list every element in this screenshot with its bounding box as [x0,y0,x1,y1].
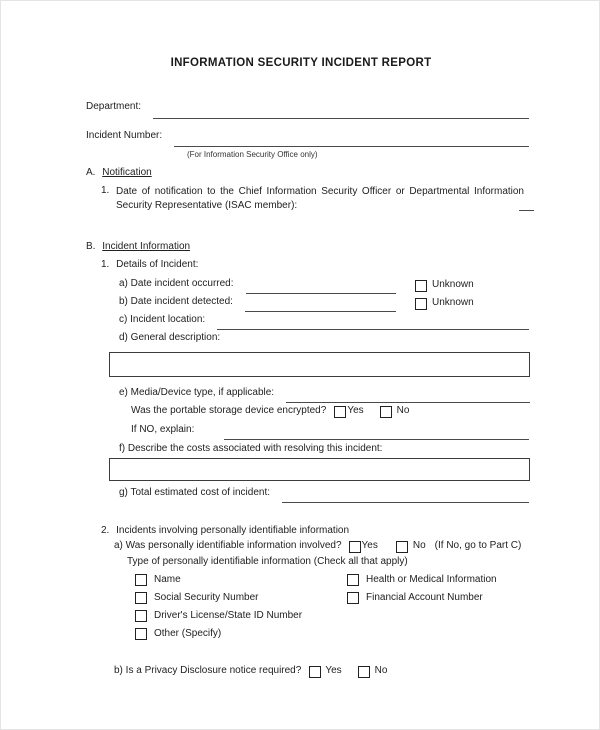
notification-date-item [101,185,524,213]
media-device-label: e) Media/Device type, if applicable: [119,387,275,398]
costs-box[interactable] [109,458,530,481]
date-occurred-input-line[interactable] [246,292,396,294]
privacy-yes-checkbox[interactable] [309,666,321,678]
date-occurred-row [119,278,531,294]
incident-location-input-line[interactable] [217,328,529,330]
encrypted-yes-checkbox[interactable] [334,406,346,418]
pii-item [101,525,349,536]
pii-involved-yes-label: Yes [361,540,378,551]
details-number: 1. [101,259,110,270]
pii-involved-no-checkbox[interactable] [396,541,408,553]
incident-number-row [86,130,529,147]
section-b-prefix: B. [86,241,96,252]
pii-type-label: Type of personally identifiable information (Check all that apply) [127,556,408,567]
pii-other-checkbox[interactable] [135,628,147,640]
pii-ssn-checkbox[interactable] [135,592,147,604]
section-b-heading [86,241,190,252]
pii-name-label: Name [154,574,181,585]
pii-type-ssn [135,592,258,604]
section-a-heading [86,167,152,178]
notification-date-text: Date of notification to the Chief Information Security Officer or Departmental Information Security Representative (ISAC member): [116,186,524,211]
department-label: Department: [86,101,142,112]
pii-ssn-label: Social Security Number [154,592,259,603]
form-title: INFORMATION SECURITY INCIDENT REPORT [170,57,432,69]
pii-license-checkbox[interactable] [135,610,147,622]
total-cost-row [119,487,529,503]
date-detected-unknown-label: Unknown [432,297,474,308]
pii-health-checkbox[interactable] [347,574,359,586]
pii-type-financial [347,592,483,604]
media-device-row [119,387,530,403]
department-input-line[interactable] [153,117,529,119]
date-occurred-unknown-label: Unknown [432,279,474,290]
date-detected-unknown-checkbox[interactable] [415,298,427,310]
pii-type-other [135,628,221,640]
item-number: 1. [101,185,110,196]
pii-involved-label: a) Was personally identifiable information involved? [114,540,342,551]
details-title: Details of Incident: [116,259,199,270]
privacy-no-checkbox[interactable] [358,666,370,678]
date-occurred-label: a) Date incident occurred: [119,278,234,289]
pii-title: Incidents involving personally identifiable information [116,525,350,536]
pii-financial-label: Financial Account Number [366,592,483,603]
general-description-label: d) General description: [119,332,221,343]
explain-label: If NO, explain: [131,424,195,435]
pii-other-label: Other (Specify) [154,628,222,639]
privacy-notice-label: b) Is a Privacy Disclosure notice required? [114,665,302,676]
date-detected-row [119,296,531,312]
pii-involved-row [114,540,521,553]
details-item [101,259,198,270]
incident-location-row [119,314,529,330]
pii-involved-no-label: No [412,540,426,551]
total-cost-label: g) Total estimated cost of incident: [119,487,271,498]
encrypted-no-label: No [396,405,410,416]
incident-number-input-line[interactable] [174,145,529,147]
department-row [86,101,529,119]
pii-license-label: Driver's License/State ID Number [154,610,303,621]
section-b-title: Incident Information [102,241,191,252]
pii-financial-checkbox[interactable] [347,592,359,604]
media-device-input-line[interactable] [286,401,530,403]
costs-label: f) Describe the costs associated with resolving this incident: [119,443,383,454]
encrypted-yes-label: Yes [347,405,364,416]
pii-health-label: Health or Medical Information [366,574,497,585]
date-detected-input-line[interactable] [245,310,396,312]
privacy-notice-row [114,665,387,678]
pii-name-checkbox[interactable] [135,574,147,586]
date-detected-label: b) Date incident detected: [119,296,233,307]
general-description-box[interactable] [109,352,530,377]
encrypted-no-checkbox[interactable] [380,406,392,418]
section-a-title: Notification [102,167,152,178]
incident-number-note: (For Information Security Office only) [187,150,318,159]
pii-type-health [347,574,497,586]
privacy-yes-label: Yes [325,665,342,676]
notification-date-line[interactable] [519,209,534,211]
incident-location-label: c) Incident location: [119,314,206,325]
pii-type-name [135,574,181,586]
date-occurred-unknown-checkbox[interactable] [415,280,427,292]
incident-number-label: Incident Number: [86,130,163,141]
privacy-no-label: No [374,665,388,676]
encrypted-question-label: Was the portable storage device encrypted? [131,405,327,416]
encrypted-question-row [131,405,409,418]
total-cost-input-line[interactable] [282,501,529,503]
explain-row [131,424,529,440]
pii-number: 2. [101,525,110,536]
explain-input-line[interactable] [224,438,529,440]
pii-involved-note: (If No, go to Part C) [434,540,522,551]
section-a-prefix: A. [86,167,96,178]
pii-type-license [135,610,302,622]
pii-involved-yes-checkbox[interactable] [349,541,361,553]
